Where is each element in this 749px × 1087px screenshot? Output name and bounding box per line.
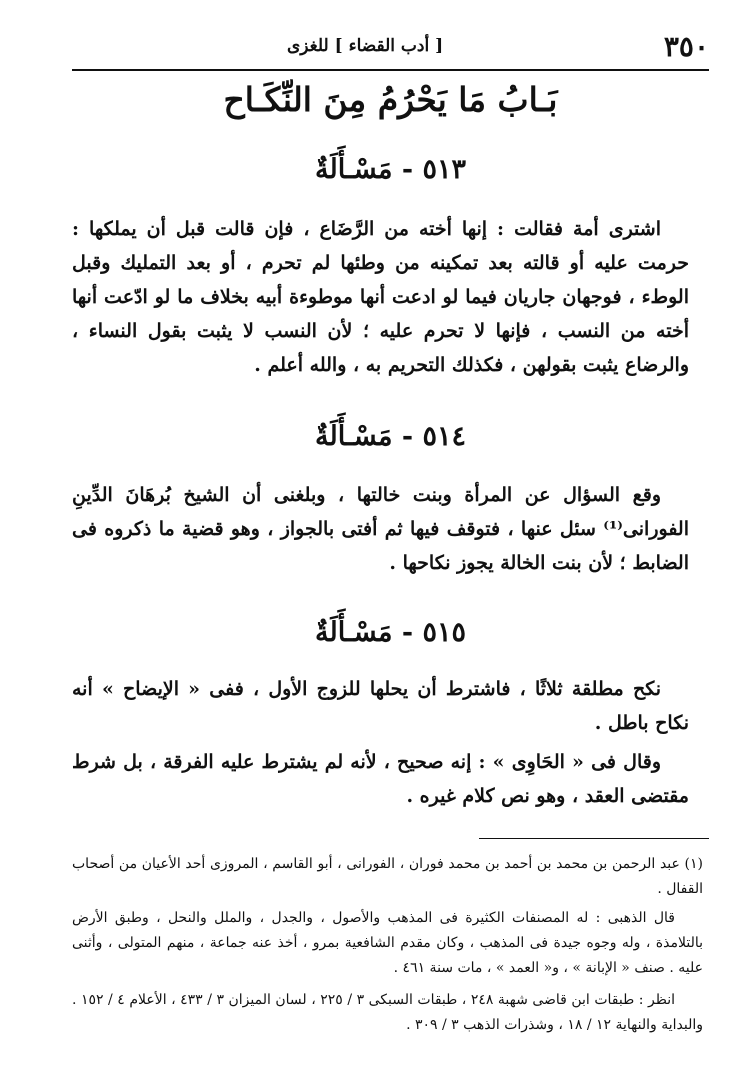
running-head-title: [ أدب القضاء ] للغزى — [287, 36, 444, 56]
section-513-paragraph: اشترى أمة فقالت : إنها أخته من الرَّضَاع ، فإن قالت قبل أن يملكها : حرمت عليه أو قالته بعد تمكينه من وطئها لم تحرم ، أو بعد التمليك وقبل الوطء ، فوجهان جاريان فيما لو ادعت أنها موطوءة أبيه بخلاف ما لو ادّعت أنها أخته من النسب ، فإنها لا تحرم عليه ؛ لأن النسب لا يثبت بقول النساء ، والرضاع يثبت بقولهن ، فكذلك التحريم به ، والله أعلم . — [72, 218, 689, 376]
section-514-paragraph: وقع السؤال عن المرأة وبنت خالتها ، وبلغنى أن الشيخ بُرهَانَ الدِّينِ الفورانى⁽¹⁾ سئل عنها ، فتوقف فيها ثم أفتى بالجواز ، وهو قضية ما ذكروه فى الضابط ؛ لأن بنت الخالة يجوز نكاحها . — [72, 484, 689, 574]
section-heading-515: ٥١٥ - مَسْـأَلَةٌ — [315, 617, 466, 648]
section-515-paragraph-1: نكح مطلقة ثلاثًا ، فاشترط أن يحلها للزوج الأول ، ففى « الإيضاح » أنه نكاح باطل . — [72, 678, 689, 734]
section-heading-514: ٥١٤ - مَسْـأَلَةٌ — [315, 421, 466, 452]
footnote-1-references: انظر : طبقات ابن قاضى شهبة ٢٤٨ ، طبقات السبكى ٣ / ٢٢٥ ، لسان الميزان ٣ / ٤٣٣ ، الأعلام ٤ / ١٥٢ . والبداية والنهاية ١٢ / ١٨ ، وشذرات الذهب ٣ / ٣٠٩ . — [72, 992, 703, 1033]
running-head — [72, 24, 709, 68]
footnote-1: (١) عبد الرحمن بن محمد بن أحمد بن محمد فوران ، الفورانى ، أبو القاسم ، المروزى أحد الأعيان من أصحاب القفال . — [72, 856, 703, 897]
footnote-rule — [479, 838, 709, 839]
header-rule — [72, 69, 709, 71]
section-heading-513: ٥١٣ - مَسْـأَلَةٌ — [315, 154, 466, 185]
section-515-paragraph-2: وقال فى « الحَاوِى » : إنه صحيح ، لأنه لم يشترط عليه الفرقة ، بل شرط مقتضى العقد ، وهو نص كلام غيره . — [72, 751, 689, 807]
page-number: ٣٥٠ — [663, 29, 709, 63]
footnote-1-biography: قال الذهبى : له المصنفات الكثيرة فى المذهب والأصول ، والجدل ، والملل والنحل ، وطبق الأرض بالتلامذة ، وله وجوه جيدة فى المذهب ، وكان مقدم الشافعية بمرو ، أخذ عنه جماعة ، منهم المتولى ، وأثنى عليه . صنف « الإبانة » ، و« العمد » ، مات سنة ٤٦١ . — [72, 910, 703, 976]
chapter-title: بَـابُ مَا يَحْرُمُ مِنَ النِّكَـاح — [223, 80, 558, 119]
